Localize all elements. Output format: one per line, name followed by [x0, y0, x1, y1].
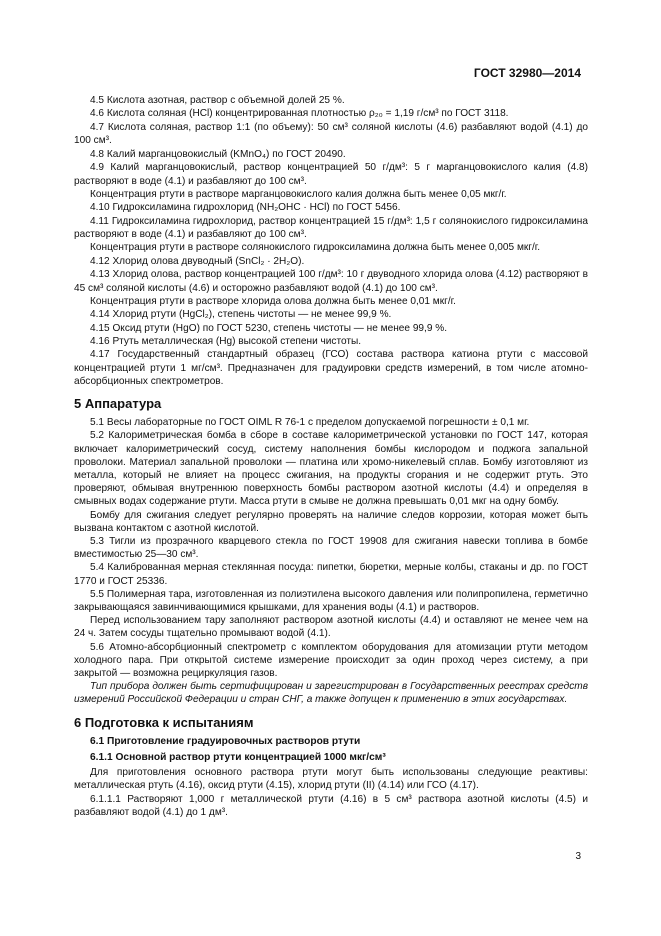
paragraph-4-11: 4.11 Гидроксиламина гидрохлорид, раствор концентрацией 15 г/дм³: 1,5 г солянокислого гидроксиламина растворяют в воде (4.1) и разбавляют до 100 см³. [74, 215, 588, 241]
subsection-6-1-heading: 6.1 Приготовление градуировочных растворов ртути [90, 735, 361, 747]
page-body [74, 94, 588, 819]
paragraph-4-14: 4.14 Хлорид ртути (HgCl₂), степень чистоты — не менее 99,9 %. [90, 309, 392, 321]
document-header: ГОСТ 32980—2014 [473, 66, 581, 80]
paragraph-5-6: 5.6 Атомно-абсорбционный спектрометр с комплектом оборудования для атомизации ртути методом холодного пара. При открытой системе измерение происходит за один проход через систему, а при закрытой — возможна рециркуляция газов. [74, 641, 588, 680]
page-number: 3 [575, 851, 581, 862]
paragraph-5-2: 5.2 Калориметрическая бомба в сборе в составе калориметрической установки по ГОСТ 147, которая включает калориметрический сосуд, систему наполнения бомбы кислородом и поджога запальной проволоки. Материал запальной проволоки — платина или хромо-никелевый сплав. Бомбу изготовляют из металла, который не влияет на процесс сжигания, на продукты сгорания и не содержит ртуть. Это проверяют, обмывая внутреннюю поверхность бомбы раствором азотной кислоты (4.4) и определяя в смывных водах содержание ртути. Масса ртути в смыве не должна превышать 0,01 мкг на одну бомбу. [74, 430, 588, 508]
subsection-6-1-1-heading: 6.1.1 Основной раствор ртути концентрацией 1000 мкг/см³ [90, 752, 386, 764]
paragraph-4-17: 4.17 Государственный стандартный образец (ГСО) состава раствора катиона ртути с массовой концентрацией ртути 1 мг/см³. Предназначен для градуировки средств измерений, в том числе атомно-абсорбционных спектрометров. [74, 349, 588, 387]
paragraph-4-5: 4.5 Кислота азотная, раствор с объемной долей 25 %. [90, 95, 345, 106]
paragraph-5-5: 5.5 Полимерная тара, изготовленная из полиэтилена высокого давления или полипропилена, герметично закрывающаяся завинчивающимися крышками, для хранения воды (4.1) и растворов. [74, 588, 588, 614]
paragraph-5-4: 5.4 Калиброванная мерная стеклянная посуда: пипетки, бюретки, мерные колбы, стаканы и др. по ГОСТ 1770 и ГОСТ 25336. [74, 562, 588, 587]
paragraph-4-15: 4.15 Оксид ртути (HgO) по ГОСТ 5230, степень чистоты — не менее 99,9 %. [90, 322, 448, 334]
paragraph-4-7: 4.7 Кислота соляная, раствор 1:1 (по объему): 50 см³ соляной кислоты (4.6) разбавляют водой (4.1) до 100 см³. [74, 122, 588, 147]
paragraph-4-13-note: Концентрация ртути в растворе хлорида олова должна быть менее 0,01 мкг/г. [90, 295, 456, 307]
paragraph-5-5-note: Перед использованием тару заполняют раствором азотной кислоты (4.4) и оставляют не менее чем на 24 ч. Затем сосуды тщательно промывают водой (4.1). [74, 615, 588, 640]
paragraph-4-10: 4.10 Гидроксиламина гидрохлорид (NH₂OHC · HCl) по ГОСТ 5456. [90, 202, 401, 214]
paragraph-4-12: 4.12 Хлорид олова двуводный (SnCl₂ · 2H₂O). [90, 255, 305, 267]
section-6-heading: 6 Подготовка к испытаниям [74, 714, 254, 730]
paragraph-4-9-note: Концентрация ртути в растворе марганцовокислого калия должна быть менее 0,05 мкг/г. [90, 188, 507, 200]
paragraph-4-9: 4.9 Калий марганцовокислый, раствор концентрацией 50 г/дм³: 5 г марганцовокислого калия (4.8) растворяют в воде (4.1) и разбавляют до 100 см³. [74, 162, 588, 187]
section-5-heading: 5 Аппаратура [74, 395, 162, 411]
paragraph-5-2-note: Бомбу для сжигания следует регулярно проверять на наличие следов коррозии, которая может быть вызвана контактом с азотной кислотой. [74, 509, 588, 534]
paragraph-6-1-1: Для приготовления основного раствора ртути могут быть использованы следующие реактивы: металлическая ртуть (4.16), оксид ртути (4.15), хлорид ртути (II) (4.14) или ГСО (4.17). [74, 767, 588, 792]
paragraph-5-1: 5.1 Весы лабораторные по ГОСТ OIML R 76-1 с пределом допускаемой погрешности ± 0,1 мг. [90, 417, 530, 429]
paragraph-4-16: 4.16 Ртуть металлическая (Hg) высокой степени чистоты. [90, 336, 362, 348]
paragraph-6-1-1-1: 6.1.1.1 Растворяют 1,000 г металлической ртути (4.16) в 5 см³ раствора азотной кислоты (4.5) и разбавляют водой (4.1) до 1 дм³. [74, 793, 588, 818]
paragraph-4-8: 4.8 Калий марганцовокислый (KMnO₄) по ГОСТ 20490. [90, 148, 346, 160]
paragraph-5-3: 5.3 Тигли из прозрачного кварцевого стекла по ГОСТ 19908 для сжигания навески топлива в бомбе вместимостью 25—30 см³. [74, 536, 588, 561]
paragraph-4-6: 4.6 Кислота соляная (HCl) концентрированная плотностью ρ₂₀ = 1,19 г/см³ по ГОСТ 3118. [90, 108, 509, 120]
paragraph-4-11-note: Концентрация ртути в растворе солянокислого гидроксиламина должна быть менее 0,005 мкг/г. [90, 242, 541, 254]
italic-note: Тип прибора должен быть сертифицирован и зарегистрирован в Государственных реестрах средств измерений Российской Федерации и стран СНГ, а также допущен к применению в этих государствах. [74, 681, 588, 706]
paragraph-4-13: 4.13 Хлорид олова, раствор концентрацией 100 г/дм³: 10 г двуводного хлорида олова (4.12) растворяют в 45 см³ соляной кислоты (4.6) и осторожно разбавляют водой (4.1) до 100 см³. [74, 269, 588, 294]
